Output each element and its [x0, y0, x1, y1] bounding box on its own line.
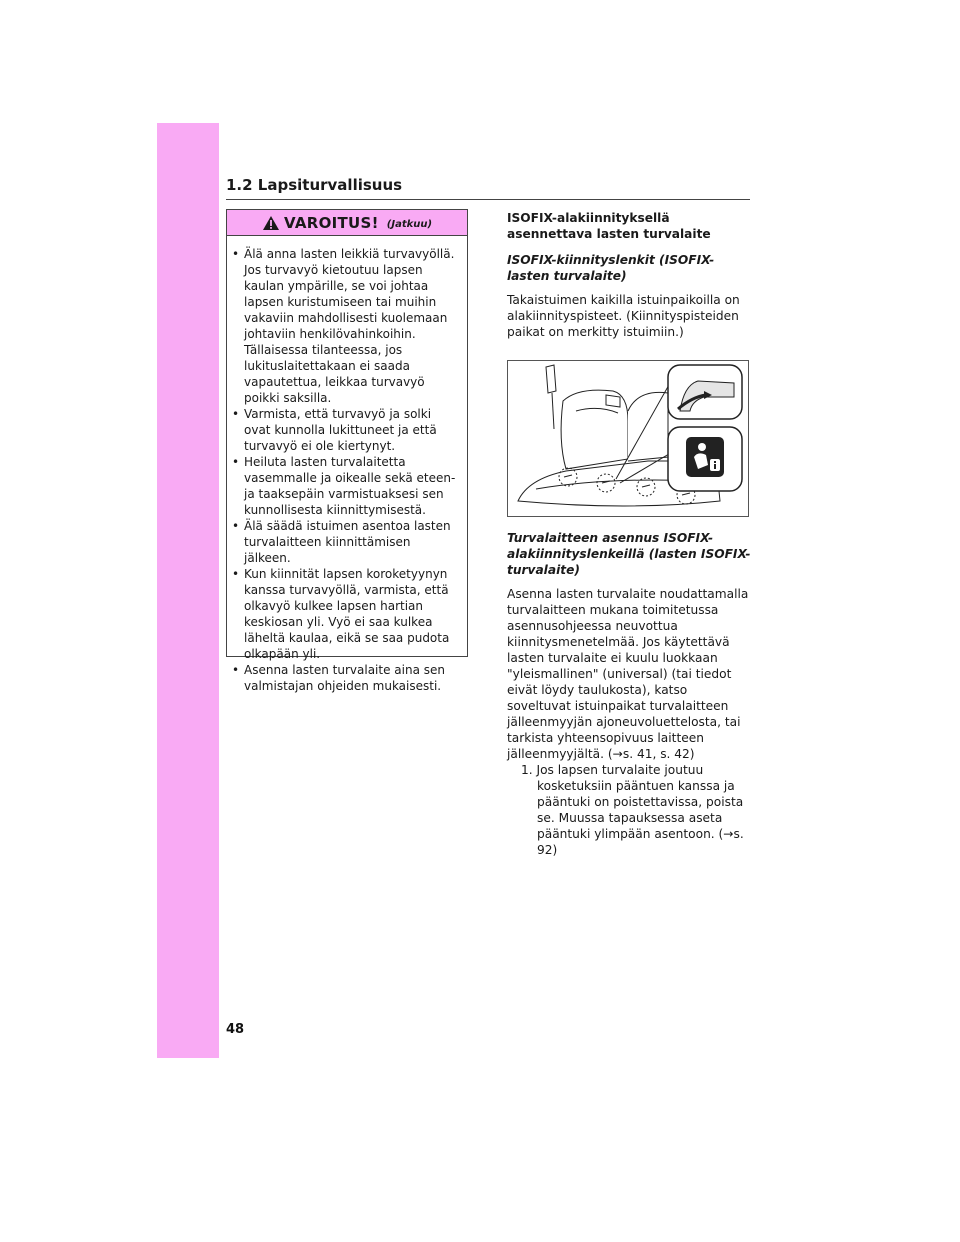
chapter-side-band — [157, 123, 219, 1058]
warning-item: • Kun kiinnität lapsen koroketyynyn kanssa turvavyöllä, varmista, että olkavyö kulkee lapsen hartian keskiosan yli. Vyö ei saa kulkea läheltä kaulaa, eikä se saa pudota olkapään yli. — [231, 566, 461, 662]
isofix-illustration — [507, 360, 749, 517]
warning-title: VAROITUS! — [283, 213, 379, 232]
paragraph-anchor-points: Takaistuimen kaikilla istuinpaikoilla on alakiinnityspisteet. (Kiinnityspisteiden paikat on merkitty istuimiin.) — [507, 293, 740, 339]
warning-item: • Älä säädä istuimen asentoa lasten turvalaitteen kiinnittämisen jälkeen. — [231, 518, 461, 566]
warning-item: • Varmista, että turvavyö ja solki ovat kunnolla lukittuneet ja että turvavyö ei ole kiertynyt. — [231, 406, 461, 454]
subheading-isofix-anchors: ISOFIX-kiinnityslenkit (ISOFIX- lasten turvalaite) — [507, 253, 715, 283]
heading-isofix: ISOFIX-alakiinnityksellä asennettava lasten turvalaite — [507, 211, 711, 241]
warning-title-bar — [227, 210, 467, 236]
isofix-child-seat-icon — [686, 437, 724, 477]
right-column — [507, 210, 753, 858]
page-number: 48 — [226, 1022, 245, 1037]
warning-list — [227, 236, 467, 694]
warning-item: • Älä anna lasten leikkiä turvavyöllä. Jos turvavyö kietoutuu lapsen kaulan ympärille, se voi johtaa lapsen kuristumiseen tai muihin vakaviin mahdollisesti kuolemaan johtaviin henkilövahinkoihin. Tällaisessa tilanteessa, jos lukituslaitettakaan ei saada vapautettua, leikkaa turvavyö poikki saksilla. — [231, 246, 461, 406]
warning-item: • Heiluta lasten turvalaitetta vasemmalle ja oikealle sekä eteen- ja taaksepäin varmistuaksesi sen kunnollisesta kiinnittymisestä. — [231, 454, 461, 518]
step-1: 1. Jos lapsen turvalaite joutuu kosketuksiin pääntuen kanssa ja pääntuki on poistettavissa, poista se. Muussa tapauksessa aseta pääntuki ylimpään asentoon. (→s. 92) — [521, 763, 744, 857]
warning-item: • Asenna lasten turvalaite aina sen valmistajan ohjeiden mukaisesti. — [231, 662, 461, 694]
section-header: 1.2 Lapsiturvallisuus — [226, 176, 750, 200]
warning-subtitle: (Jatkuu) — [386, 218, 433, 230]
warning-box — [226, 209, 468, 693]
paragraph-install: Asenna lasten turvalaite noudattamalla turvalaitteen mukana toimitetussa asennusohjeessa neuvottua kiinnitysmenetelmää. Jos käytettävä lasten turvalaite ei kuulu luokkaan "yleismallinen" (universal) (tai tiedot eivät löydy taulukosta), katso soveltuvat istuinpaikat turvalaitteen jälleenmyyjän ajoneuvoluettelosta, tai tarkista yhteensopivuus laitteen jälleenmyyjältä. (→s. 41, s. 42) — [507, 587, 749, 761]
warning-triangle-icon — [262, 215, 280, 231]
subheading-isofix-install: Turvalaitteen asennus ISOFIX-alakiinnityslenkeillä (lasten ISOFIX-turvalaite) — [507, 531, 751, 577]
